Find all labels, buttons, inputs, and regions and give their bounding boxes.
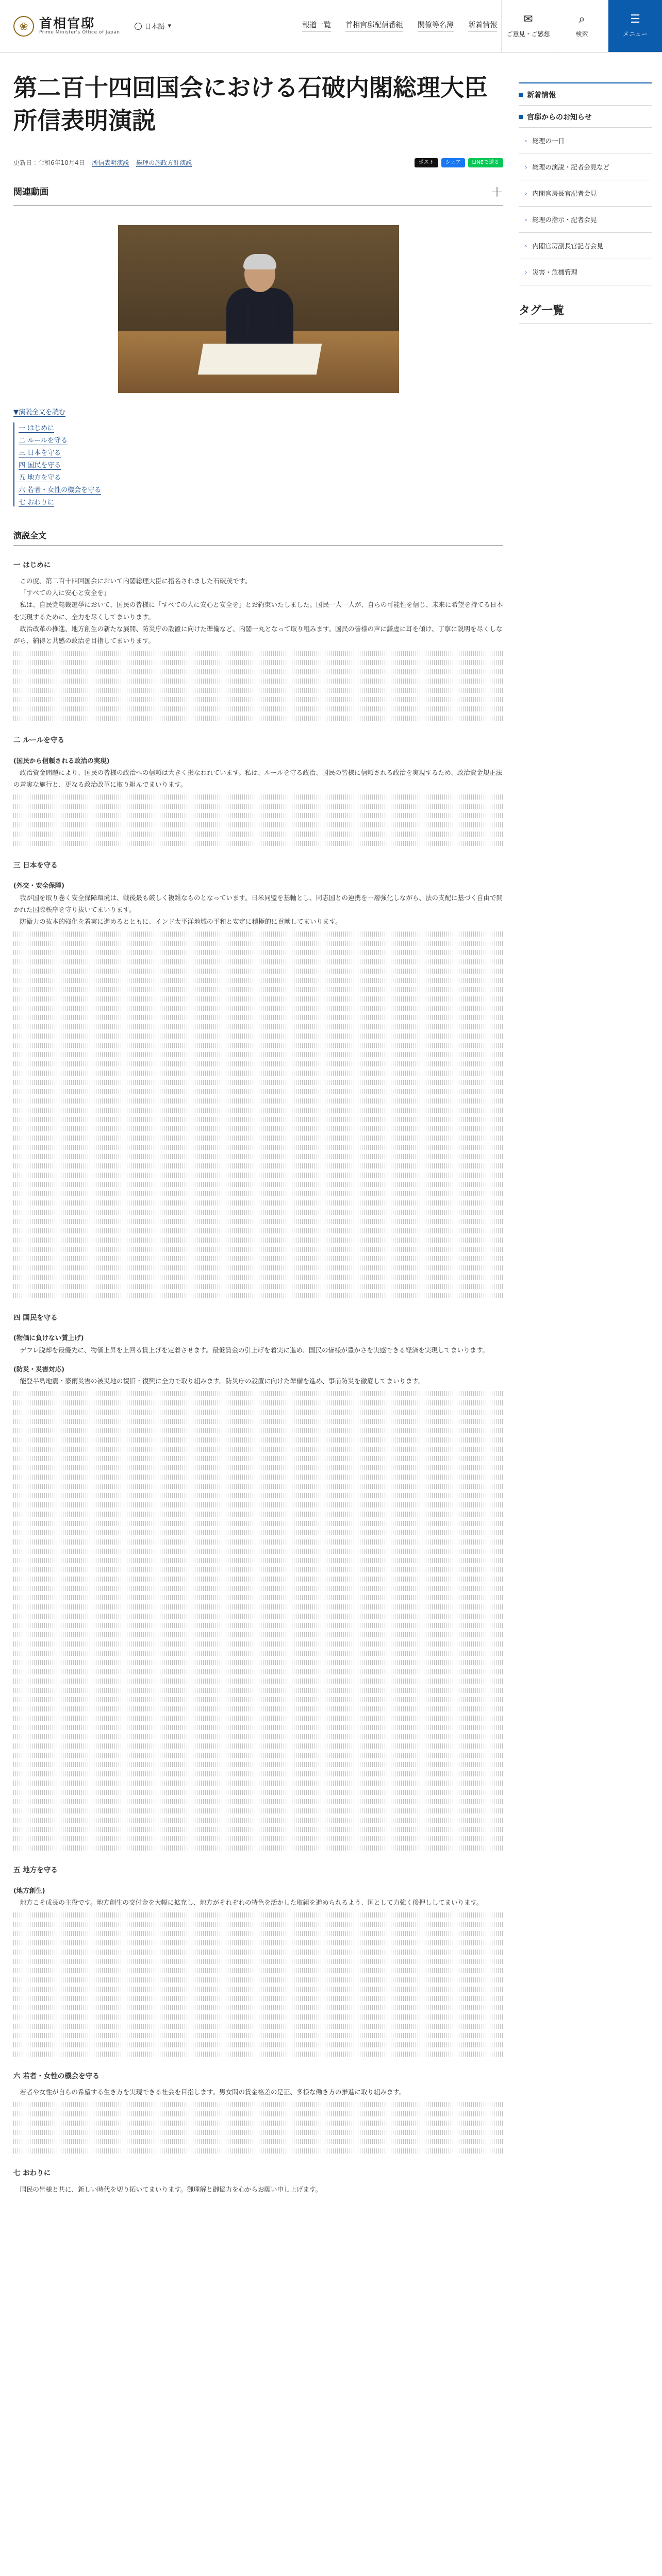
speech-paragraph: 政治資金問題により、国民の皆様の政治への信頼は大きく損なわれています。私は、ルールを守る政治、国民の皆様に信頼される政治を実現するため、政治資金規正法の着実な施行と、更なる政治改革に取り組んでまいります。 [13,768,503,788]
speech-heading-end: 七 おわりに [13,2169,51,2178]
share-line-button[interactable]: LINEで送る [468,158,503,167]
speech-heading-japan: 三 日本を守る [13,861,58,870]
chevron-right-icon: › [525,268,527,276]
sidebar-item-label: 総理の指示・記者会見 [532,216,597,224]
square-bullet-icon [519,93,523,97]
tag-link-shisei[interactable]: 総理の施政方針演説 [136,159,192,167]
search-icon: ⌕ [578,13,585,26]
logo-text-ja: 首相官邸 [39,15,95,31]
toc-link-4[interactable]: 四 国民を守る [19,461,61,469]
share-facebook-button[interactable]: シェア [441,158,465,167]
chevron-right-icon: › [525,242,527,249]
menu-label: メニュー [622,30,648,38]
sidebar-item-label: 総理の一日 [532,137,565,145]
sidebar-item-instructions[interactable] [519,207,652,233]
nav-link-news[interactable]: 新着情報 [468,20,497,31]
sidebar-group[interactable] [519,106,652,128]
speech-subheading: (外交・安全保障) [13,882,64,890]
toc-link-2[interactable]: 二 ルールを守る [19,436,68,445]
site-logo[interactable] [13,16,120,37]
speech-subheading: (物価に負けない賃上げ) [13,1334,84,1342]
speech-subheading: (国民から信頼される政治の実現) [13,756,110,765]
menu-button[interactable] [608,0,662,52]
sidebar-item-speeches[interactable] [519,154,652,180]
hamburger-icon: ☰ [630,13,640,26]
sidebar [519,82,652,324]
plus-icon: ＋ [491,184,503,199]
search-button[interactable] [555,0,608,52]
mail-icon: ✉ [523,13,533,26]
speech-paragraph: 私は、自民党総裁選挙において、国民の皆様に「すべての人に安心と安全を」とお約束いたしました。国民一人一人が、自らの可能性を信じ、未来に希望を持てる日本を実現するために、全力を尽くしてまいります。 [13,601,503,621]
sidebar-item-label: 総理の演説・記者会見など [532,163,610,171]
speech-subheading: (地方創生) [13,1886,45,1894]
opinion-label: ご意見・ご感想 [506,30,550,38]
toc-link-1[interactable]: 一 はじめに [19,424,55,432]
tag-list-heading: タグ一覧 [519,302,652,324]
sidebar-item-label: 災害・危機管理 [532,268,577,276]
toc-link-7[interactable]: 七 おわりに [19,498,55,506]
speech-heading-rules: 二 ルールを守る [13,736,64,745]
speech-paragraph: 国民の皆様と共に、新しい時代を切り拓いてまいります。御理解と御協力を心からお願い申し上げます。 [20,2185,322,2193]
speech-heading-intro: 一 はじめに [13,561,51,569]
share-x-button[interactable]: ポスト [415,158,438,167]
tag-link-shoshin[interactable]: 所信表明演説 [92,159,129,167]
nav-link-ministers[interactable]: 閣僚等名簿 [418,20,454,31]
language-switch[interactable] [135,21,172,31]
microphone-icon [273,302,274,333]
sidebar-item-disaster[interactable] [519,259,652,285]
speech-body [13,559,503,2195]
update-date: 更新日：令和6年10月4日 [13,159,85,167]
speech-subheading: (防災・災害対応) [13,1365,64,1373]
section-heading: 演説全文 [13,529,503,546]
toc-link-3[interactable]: 三 日本を守る [19,449,61,457]
speech-paragraph: デフレ脱却を最優先に、物価上昇を上回る賃上げを定着させます。最低賃金の引上げを着実に進め、国民の皆様が豊かさを実感できる経済を実現してまいります。 [20,1346,489,1354]
main-content [13,53,503,2195]
sidebar-item-daily[interactable] [519,128,652,154]
speech-paragraph: 地方こそ成長の主役です。地方創生の交付金を大幅に拡充し、地方がそれぞれの特色を活かした取組を進められるよう、国として力強く後押ししてまいります。 [20,1898,483,1906]
toc-toggle-link[interactable]: ▼演説全文を読む [13,408,65,416]
global-nav [302,20,497,31]
nav-link-broadcast[interactable]: 首相官邸配信番組 [345,20,403,31]
globe-icon [135,23,142,30]
table-of-contents [13,406,503,506]
sidebar-item-label: 内閣官房副長官記者会見 [532,242,603,250]
speech-paper [197,344,322,375]
square-bullet-icon [519,115,523,119]
language-label: 日本語 [144,23,165,31]
speech-paragraph: 我が国を取り巻く安全保障環境は、戦後最も厳しく複雑なものとなっています。日米同盟を基軸とし、同志国との連携を一層強化しながら、法の支配に基づく自由で開かれた国際秩序を守り抜いてまいります。 [13,893,503,913]
speech-paragraph: 能登半島地震・豪雨災害の被災地の復旧・復興に全力で取り組みます。防災庁の設置に向けた準備を進め、事前防災を徹底してまいります。 [20,1377,425,1385]
site-header [0,0,662,53]
toc-link-5[interactable]: 五 地方を守る [19,473,61,482]
microphone-icon [247,302,249,333]
related-video-label: 関連動画 [13,187,48,197]
speech-paragraph: 政治改革の推進、地方創生の新たな展開、防災庁の設置に向けた準備など、内閣一丸となって取り組みます。国民の皆様の声に謙虚に耳を傾け、丁寧に説明を尽くしながら、納得と共感の政治を目指してまいります。 [13,624,503,645]
speech-heading-youth: 六 若者・女性の機会を守る [13,2072,100,2081]
nav-link-reports[interactable]: 報道一覧 [302,20,331,31]
search-label: 検索 [575,30,588,38]
speech-paragraph: 「すべての人に安心と安全を」 [20,589,110,597]
speech-heading-local: 五 地方を守る [13,1866,58,1875]
sidebar-item-deputy[interactable] [519,233,652,259]
chevron-right-icon: › [525,190,527,197]
chevron-right-icon: › [525,216,527,223]
sidebar-item-chief-cabinet[interactable] [519,180,652,207]
opinion-button[interactable] [501,0,555,52]
sidebar-item-label: 内閣官房長官記者会見 [532,190,597,197]
logo-text-en: Prime Minister's Office of Japan [39,30,120,36]
speech-paragraph: 若者や女性が自らの希望する生き方を実現できる社会を目指します。男女間の賃金格差の是正、多様な働き方の推進に取り組みます。 [20,2088,406,2096]
share-buttons [415,158,503,167]
related-video-toggle[interactable] [13,177,503,206]
speech-paragraph: この度、第二百十四回国会において内閣総理大臣に指名されました石破茂です。 [20,577,252,585]
speech-heading-people: 四 国民を守る [13,1314,58,1323]
sidebar-heading-label: 新着情報 [527,91,556,99]
speech-paragraph: 防衛力の抜本的強化を着実に進めるとともに、インド太平洋地域の平和と安定に積極的に貢献してまいります。 [20,918,342,926]
sidebar-group-label: 官邸からのお知らせ [527,113,592,122]
kiri-crest-icon: ❀ [13,16,34,37]
info-bar [13,158,503,167]
toc-link-6[interactable]: 六 若者・女性の機会を守る [19,486,102,494]
speech-photo [118,225,399,393]
chevron-right-icon: › [525,137,527,144]
chevron-right-icon: › [525,163,527,171]
page-title: 第二百十四回国会における石破内閣総理大臣所信表明演説 [13,74,488,135]
sidebar-heading [519,83,652,106]
chevron-down-icon: ▾ [168,22,172,30]
